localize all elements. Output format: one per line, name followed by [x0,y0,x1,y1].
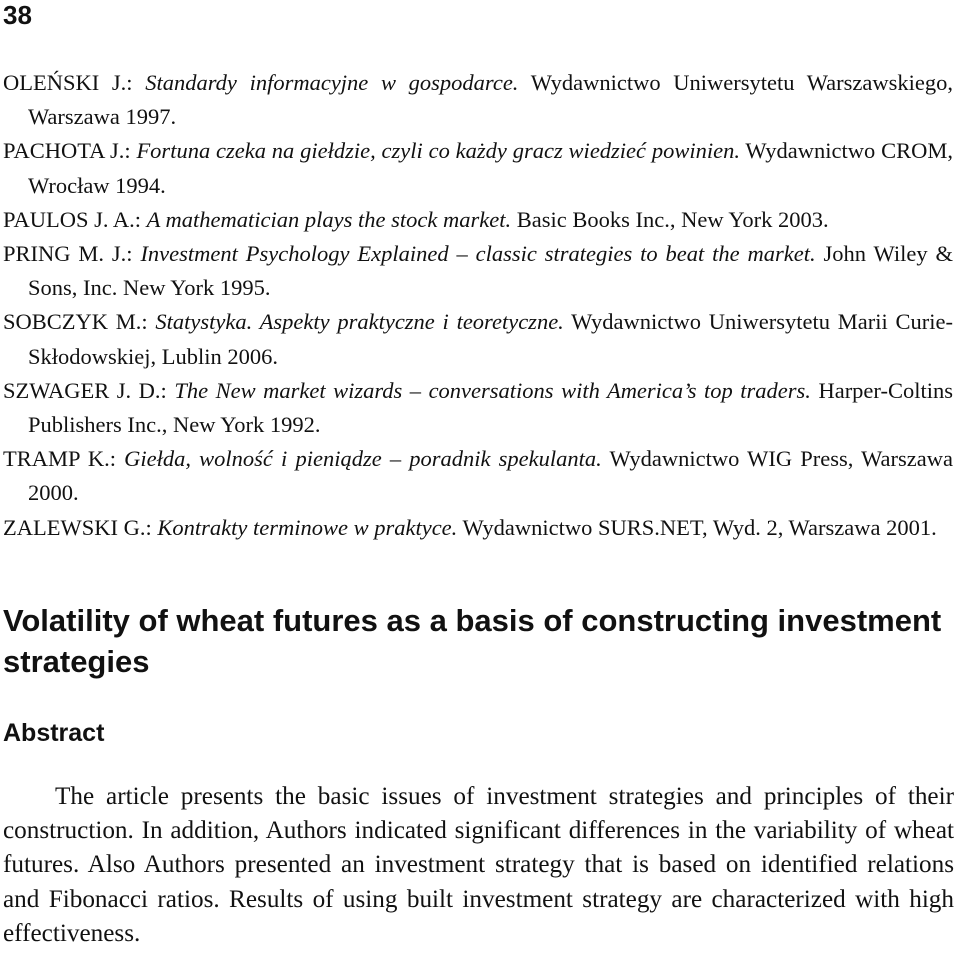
reference-title: Giełda, wolność i pieniądze – poradnik spekulanta. [124,446,602,472]
reference-author: TRAMP K.: [3,446,125,472]
reference-title: The New market wizards – conversations with America’s top traders. [174,377,811,403]
reference-author: PACHOTA J.: [3,138,137,164]
reference-author: SZWAGER J. D.: [3,377,175,403]
reference-title: Kontrakty terminowe w praktyce. [157,514,458,540]
abstract-heading: Abstract [3,719,105,747]
page-number: 38 [3,0,32,30]
reference-title: Statystyka. Aspekty praktyczne i teoretyczne. [155,309,564,335]
reference-title: Investment Psychology Explained – classic strategies to beat the market. [140,241,816,267]
reference-publisher: Wydawnictwo WIG Press, Warszawa 2000. [28,446,953,506]
reference-item [3,442,953,510]
reference-author: ZALEWSKI G.: [3,514,158,540]
reference-item [3,374,953,442]
reference-publisher: John Wiley & Sons, Inc. New York 1995. [28,241,953,301]
reference-publisher: Wydawnictwo CROM, Wrocław 1994. [28,138,953,198]
reference-item [3,66,953,134]
reference-item [3,237,953,305]
reference-publisher: Harper-Coltins Publishers Inc., New York 1992. [28,377,953,438]
reference-title: A mathematician plays the stock market. [146,206,512,232]
reference-item [3,511,953,545]
reference-publisher: Wydawnictwo SURS.NET, Wyd. 2, Warszawa 2001. [457,514,937,540]
reference-author: PAULOS J. A.: [3,206,147,232]
reference-title: Fortuna czeka na giełdzie, czyli co każdy gracz wiedzieć powinien. [136,138,740,164]
reference-list [3,66,953,545]
reference-author: OLEŃSKI J.: [3,70,146,95]
reference-author: PRING M. J.: [3,241,141,267]
reference-item [3,203,953,237]
reference-publisher: Wydawnictwo Uniwersytetu Marii Curie-Skłodowskiej, Lublin 2006. [28,309,953,369]
reference-title: Standardy informacyjne w gospodarce. [145,70,519,95]
reference-publisher: Basic Books Inc., New York 2003. [511,206,829,232]
reference-author: SOBCZYK M.: [3,309,156,335]
reference-item [3,134,953,202]
abstract-text: The article presents the basic issues of investment strategies and principles of their construction. In addition, Authors indicated significant differences in the variability of wheat futures. Also Authors presented an investment strategy that is based on identified relations and Fibonacci ratios. Results of using built investment strategy are characterized with high effectiveness. [3,783,954,947]
reference-publisher: Wydawnictwo Uniwersytetu Warszawskiego, Warszawa 1997. [28,70,954,130]
article-title: Volatility of wheat futures as a basis of constructing investment strategies [3,603,942,679]
reference-item [3,305,953,373]
